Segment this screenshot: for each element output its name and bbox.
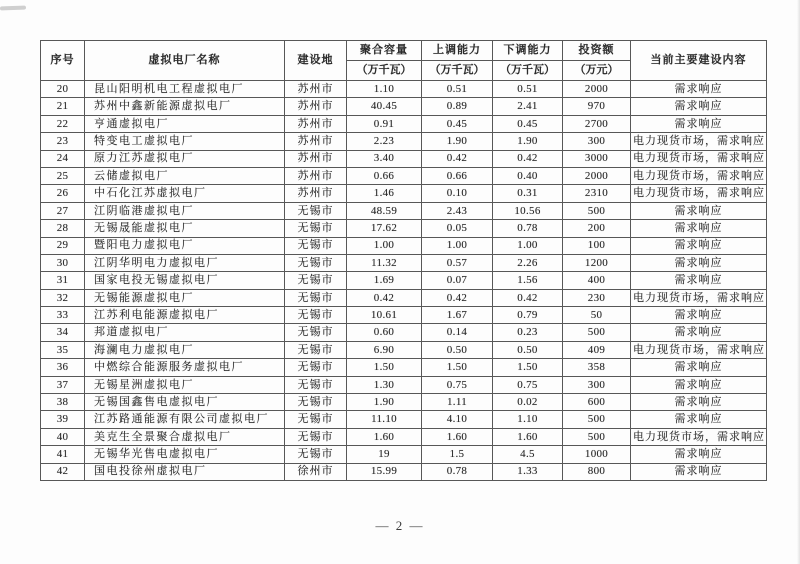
table-cell-investment: 2000 bbox=[563, 81, 631, 98]
table-cell-down: 4.5 bbox=[493, 446, 563, 463]
table-cell-index: 24 bbox=[41, 150, 85, 167]
table-cell-name: 邦道虚拟电厂 bbox=[85, 324, 285, 341]
table-cell-index: 35 bbox=[41, 341, 85, 358]
table-cell-capacity: 1.46 bbox=[347, 185, 422, 202]
table-header bbox=[41, 41, 767, 81]
table-cell-name: 苏州中鑫新能源虚拟电厂 bbox=[85, 98, 285, 115]
table-cell-down: 1.10 bbox=[493, 411, 563, 428]
table-cell-location: 无锡市 bbox=[285, 202, 347, 219]
column-unit-down: （万千瓦） bbox=[493, 61, 563, 81]
table-cell-location: 无锡市 bbox=[285, 446, 347, 463]
table-cell-index: 41 bbox=[41, 446, 85, 463]
table-cell-index: 33 bbox=[41, 307, 85, 324]
table-cell-capacity: 2.23 bbox=[347, 133, 422, 150]
table-cell-content: 电力现货市场，需求响应 bbox=[631, 428, 767, 445]
table-cell-content: 电力现货市场，需求响应 bbox=[631, 185, 767, 202]
table-cell-down: 0.31 bbox=[493, 185, 563, 202]
table-cell-name: 昆山阳明机电工程虚拟电厂 bbox=[85, 81, 285, 98]
table-cell-investment: 3000 bbox=[563, 150, 631, 167]
table-row bbox=[41, 133, 767, 150]
table-cell-index: 29 bbox=[41, 237, 85, 254]
table-cell-investment: 2310 bbox=[563, 185, 631, 202]
table-cell-capacity: 1.90 bbox=[347, 394, 422, 411]
table-cell-content: 需求响应 bbox=[631, 98, 767, 115]
table-cell-capacity: 0.60 bbox=[347, 324, 422, 341]
table-cell-name: 江苏路通能源有限公司虚拟电厂 bbox=[85, 411, 285, 428]
table-cell-investment: 2700 bbox=[563, 115, 631, 132]
table-cell-up: 0.78 bbox=[422, 463, 493, 480]
table-cell-investment: 50 bbox=[563, 307, 631, 324]
table-cell-content: 电力现货市场，需求响应 bbox=[631, 133, 767, 150]
table-row bbox=[41, 237, 767, 254]
table-cell-investment: 500 bbox=[563, 202, 631, 219]
table-row bbox=[41, 150, 767, 167]
table-cell-up: 1.5 bbox=[422, 446, 493, 463]
table-cell-content: 需求响应 bbox=[631, 254, 767, 271]
table-body bbox=[41, 81, 767, 481]
table-cell-investment: 400 bbox=[563, 272, 631, 289]
table-row bbox=[41, 81, 767, 98]
table-cell-down: 1.00 bbox=[493, 237, 563, 254]
column-unit-up: （万千瓦） bbox=[422, 61, 493, 81]
table-cell-location: 苏州市 bbox=[285, 167, 347, 184]
column-header-up: 上调能力 bbox=[422, 41, 493, 61]
table-cell-capacity: 1.69 bbox=[347, 272, 422, 289]
table-cell-content: 需求响应 bbox=[631, 272, 767, 289]
table-row bbox=[41, 185, 767, 202]
table-cell-down: 1.33 bbox=[493, 463, 563, 480]
table-row bbox=[41, 98, 767, 115]
table-cell-capacity: 6.90 bbox=[347, 341, 422, 358]
table-cell-content: 需求响应 bbox=[631, 411, 767, 428]
table-cell-investment: 500 bbox=[563, 324, 631, 341]
table-cell-up: 1.50 bbox=[422, 359, 493, 376]
table-cell-investment: 230 bbox=[563, 289, 631, 306]
table-row bbox=[41, 428, 767, 445]
column-header-investment: 投资额 bbox=[563, 41, 631, 61]
column-header-down: 下调能力 bbox=[493, 41, 563, 61]
table-cell-location: 无锡市 bbox=[285, 237, 347, 254]
table-cell-name: 国家电投无锡虚拟电厂 bbox=[85, 272, 285, 289]
table-cell-down: 1.56 bbox=[493, 272, 563, 289]
table-cell-down: 0.02 bbox=[493, 394, 563, 411]
table-row bbox=[41, 289, 767, 306]
table-cell-index: 23 bbox=[41, 133, 85, 150]
table-cell-content: 电力现货市场，需求响应 bbox=[631, 289, 767, 306]
table-cell-investment: 600 bbox=[563, 394, 631, 411]
table-cell-down: 0.79 bbox=[493, 307, 563, 324]
table-cell-content: 需求响应 bbox=[631, 394, 767, 411]
table-cell-location: 苏州市 bbox=[285, 98, 347, 115]
table-row bbox=[41, 167, 767, 184]
table-cell-name: 江阴华明电力虚拟电厂 bbox=[85, 254, 285, 271]
column-header-index: 序号 bbox=[41, 41, 85, 81]
table-cell-location: 无锡市 bbox=[285, 428, 347, 445]
table-cell-investment: 358 bbox=[563, 359, 631, 376]
table-cell-investment: 2000 bbox=[563, 167, 631, 184]
table-cell-name: 中石化江苏虚拟电厂 bbox=[85, 185, 285, 202]
table-cell-up: 1.11 bbox=[422, 394, 493, 411]
scan-artifact bbox=[0, 6, 26, 11]
table-cell-content: 需求响应 bbox=[631, 202, 767, 219]
table-cell-name: 海澜电力虚拟电厂 bbox=[85, 341, 285, 358]
table-cell-index: 39 bbox=[41, 411, 85, 428]
table-cell-up: 0.14 bbox=[422, 324, 493, 341]
table-cell-index: 26 bbox=[41, 185, 85, 202]
table-cell-up: 0.42 bbox=[422, 150, 493, 167]
table-cell-down: 2.41 bbox=[493, 98, 563, 115]
table-cell-capacity: 1.50 bbox=[347, 359, 422, 376]
page-number: — 2 — bbox=[375, 518, 425, 533]
table-cell-name: 无锡能源虚拟电厂 bbox=[85, 289, 285, 306]
table-cell-capacity: 11.32 bbox=[347, 254, 422, 271]
table-cell-name: 无锡国鑫售电虚拟电厂 bbox=[85, 394, 285, 411]
column-header-location: 建设地 bbox=[285, 41, 347, 81]
table-cell-location: 无锡市 bbox=[285, 411, 347, 428]
table-cell-content: 需求响应 bbox=[631, 376, 767, 393]
table-cell-content: 需求响应 bbox=[631, 220, 767, 237]
table-cell-capacity: 10.61 bbox=[347, 307, 422, 324]
table-cell-capacity: 3.40 bbox=[347, 150, 422, 167]
table-cell-name: 原力江苏虚拟电厂 bbox=[85, 150, 285, 167]
table-cell-up: 2.43 bbox=[422, 202, 493, 219]
table-row bbox=[41, 376, 767, 393]
table-cell-name: 特变电工虚拟电厂 bbox=[85, 133, 285, 150]
table-cell-location: 无锡市 bbox=[285, 394, 347, 411]
table-cell-content: 需求响应 bbox=[631, 81, 767, 98]
table-cell-down: 0.42 bbox=[493, 289, 563, 306]
table-cell-content: 需求响应 bbox=[631, 237, 767, 254]
table-cell-down: 0.23 bbox=[493, 324, 563, 341]
table-cell-capacity: 19 bbox=[347, 446, 422, 463]
table-row bbox=[41, 307, 767, 324]
table-cell-index: 27 bbox=[41, 202, 85, 219]
table-row bbox=[41, 115, 767, 132]
table-cell-index: 22 bbox=[41, 115, 85, 132]
table-row bbox=[41, 463, 767, 480]
column-unit-investment: （万元） bbox=[563, 61, 631, 81]
table-cell-up: 0.07 bbox=[422, 272, 493, 289]
table-cell-content: 需求响应 bbox=[631, 324, 767, 341]
table-cell-location: 徐州市 bbox=[285, 463, 347, 480]
table-cell-index: 37 bbox=[41, 376, 85, 393]
table-cell-content: 需求响应 bbox=[631, 115, 767, 132]
table-cell-up: 0.42 bbox=[422, 289, 493, 306]
table-cell-capacity: 15.99 bbox=[347, 463, 422, 480]
table-cell-location: 苏州市 bbox=[285, 133, 347, 150]
table-cell-down: 0.42 bbox=[493, 150, 563, 167]
table-cell-content: 电力现货市场，需求响应 bbox=[631, 167, 767, 184]
table-row bbox=[41, 324, 767, 341]
table-cell-investment: 500 bbox=[563, 428, 631, 445]
table-cell-index: 25 bbox=[41, 167, 85, 184]
table-cell-investment: 1200 bbox=[563, 254, 631, 271]
table-cell-investment: 800 bbox=[563, 463, 631, 480]
table-cell-location: 苏州市 bbox=[285, 81, 347, 98]
table-cell-index: 30 bbox=[41, 254, 85, 271]
table-cell-capacity: 48.59 bbox=[347, 202, 422, 219]
table-cell-capacity: 40.45 bbox=[347, 98, 422, 115]
table-cell-location: 无锡市 bbox=[285, 376, 347, 393]
table-cell-location: 苏州市 bbox=[285, 185, 347, 202]
table-cell-investment: 300 bbox=[563, 133, 631, 150]
table-cell-investment: 500 bbox=[563, 411, 631, 428]
table-cell-location: 无锡市 bbox=[285, 307, 347, 324]
table-cell-index: 38 bbox=[41, 394, 85, 411]
table-cell-index: 36 bbox=[41, 359, 85, 376]
table-cell-location: 无锡市 bbox=[285, 341, 347, 358]
table-cell-investment: 300 bbox=[563, 376, 631, 393]
table-cell-capacity: 0.66 bbox=[347, 167, 422, 184]
table-cell-index: 42 bbox=[41, 463, 85, 480]
table-cell-up: 0.75 bbox=[422, 376, 493, 393]
table-cell-name: 国电投徐州虚拟电厂 bbox=[85, 463, 285, 480]
table-cell-content: 电力现货市场，需求响应 bbox=[631, 341, 767, 358]
table-cell-index: 28 bbox=[41, 220, 85, 237]
table-cell-location: 无锡市 bbox=[285, 359, 347, 376]
table-cell-index: 40 bbox=[41, 428, 85, 445]
column-header-capacity: 聚合容量 bbox=[347, 41, 422, 61]
table-cell-location: 苏州市 bbox=[285, 150, 347, 167]
table-cell-name: 无锡华光售电虚拟电厂 bbox=[85, 446, 285, 463]
table-row bbox=[41, 359, 767, 376]
column-unit-capacity: （万千瓦） bbox=[347, 61, 422, 81]
table-cell-down: 0.51 bbox=[493, 81, 563, 98]
table-cell-location: 无锡市 bbox=[285, 289, 347, 306]
table-cell-location: 无锡市 bbox=[285, 272, 347, 289]
table-cell-up: 0.89 bbox=[422, 98, 493, 115]
table-cell-down: 10.56 bbox=[493, 202, 563, 219]
table-cell-up: 1.60 bbox=[422, 428, 493, 445]
table-cell-down: 0.45 bbox=[493, 115, 563, 132]
table-cell-up: 0.50 bbox=[422, 341, 493, 358]
table-cell-down: 1.50 bbox=[493, 359, 563, 376]
table-cell-index: 20 bbox=[41, 81, 85, 98]
table-cell-up: 0.51 bbox=[422, 81, 493, 98]
table-cell-index: 32 bbox=[41, 289, 85, 306]
table-cell-name: 云储虚拟电厂 bbox=[85, 167, 285, 184]
table-cell-up: 0.05 bbox=[422, 220, 493, 237]
table-cell-location: 无锡市 bbox=[285, 254, 347, 271]
table-cell-investment: 200 bbox=[563, 220, 631, 237]
table-cell-capacity: 1.10 bbox=[347, 81, 422, 98]
table-cell-location: 无锡市 bbox=[285, 324, 347, 341]
column-header-content: 当前主要建设内容 bbox=[631, 41, 767, 81]
table-cell-name: 无锡星洲虚拟电厂 bbox=[85, 376, 285, 393]
table-cell-down: 0.40 bbox=[493, 167, 563, 184]
table-row bbox=[41, 220, 767, 237]
table-row bbox=[41, 254, 767, 271]
table-cell-capacity: 0.91 bbox=[347, 115, 422, 132]
table-cell-investment: 409 bbox=[563, 341, 631, 358]
table-cell-up: 1.90 bbox=[422, 133, 493, 150]
table-cell-index: 31 bbox=[41, 272, 85, 289]
table-header-row-1 bbox=[41, 41, 767, 61]
table-cell-up: 1.67 bbox=[422, 307, 493, 324]
table-cell-name: 亨通虚拟电厂 bbox=[85, 115, 285, 132]
table-cell-capacity: 11.10 bbox=[347, 411, 422, 428]
table-cell-down: 0.78 bbox=[493, 220, 563, 237]
table-row bbox=[41, 272, 767, 289]
table-cell-up: 4.10 bbox=[422, 411, 493, 428]
table-cell-name: 中燃综合能源服务虚拟电厂 bbox=[85, 359, 285, 376]
table-cell-down: 1.60 bbox=[493, 428, 563, 445]
table-row bbox=[41, 394, 767, 411]
table-cell-investment: 100 bbox=[563, 237, 631, 254]
table-cell-name: 美克生全景聚合虚拟电厂 bbox=[85, 428, 285, 445]
table-cell-capacity: 1.30 bbox=[347, 376, 422, 393]
table-cell-up: 0.45 bbox=[422, 115, 493, 132]
table-cell-content: 需求响应 bbox=[631, 463, 767, 480]
virtual-power-plant-table bbox=[40, 40, 767, 481]
table-cell-investment: 970 bbox=[563, 98, 631, 115]
table-cell-investment: 1000 bbox=[563, 446, 631, 463]
table-cell-up: 0.10 bbox=[422, 185, 493, 202]
table-row bbox=[41, 341, 767, 358]
table-cell-location: 无锡市 bbox=[285, 220, 347, 237]
table-cell-capacity: 0.42 bbox=[347, 289, 422, 306]
table-cell-content: 需求响应 bbox=[631, 359, 767, 376]
table-cell-name: 江阴临港虚拟电厂 bbox=[85, 202, 285, 219]
table-cell-up: 0.66 bbox=[422, 167, 493, 184]
table-row bbox=[41, 446, 767, 463]
table-cell-index: 34 bbox=[41, 324, 85, 341]
table-cell-content: 需求响应 bbox=[631, 307, 767, 324]
table-cell-capacity: 17.62 bbox=[347, 220, 422, 237]
table-cell-content: 电力现货市场，需求响应 bbox=[631, 150, 767, 167]
table-cell-up: 1.00 bbox=[422, 237, 493, 254]
table-cell-down: 0.50 bbox=[493, 341, 563, 358]
table-cell-capacity: 1.60 bbox=[347, 428, 422, 445]
table-cell-down: 0.75 bbox=[493, 376, 563, 393]
table-cell-down: 2.26 bbox=[493, 254, 563, 271]
table-cell-location: 苏州市 bbox=[285, 115, 347, 132]
table-row bbox=[41, 411, 767, 428]
table-cell-capacity: 1.00 bbox=[347, 237, 422, 254]
column-header-name: 虚拟电厂名称 bbox=[85, 41, 285, 81]
table-cell-up: 0.57 bbox=[422, 254, 493, 271]
table-cell-content: 需求响应 bbox=[631, 446, 767, 463]
table-cell-index: 21 bbox=[41, 98, 85, 115]
table-cell-name: 暨阳电力虚拟电厂 bbox=[85, 237, 285, 254]
table-cell-name: 江苏利电能源虚拟电厂 bbox=[85, 307, 285, 324]
table-cell-name: 无锡晟能虚拟电厂 bbox=[85, 220, 285, 237]
table-cell-down: 1.90 bbox=[493, 133, 563, 150]
table-row bbox=[41, 202, 767, 219]
